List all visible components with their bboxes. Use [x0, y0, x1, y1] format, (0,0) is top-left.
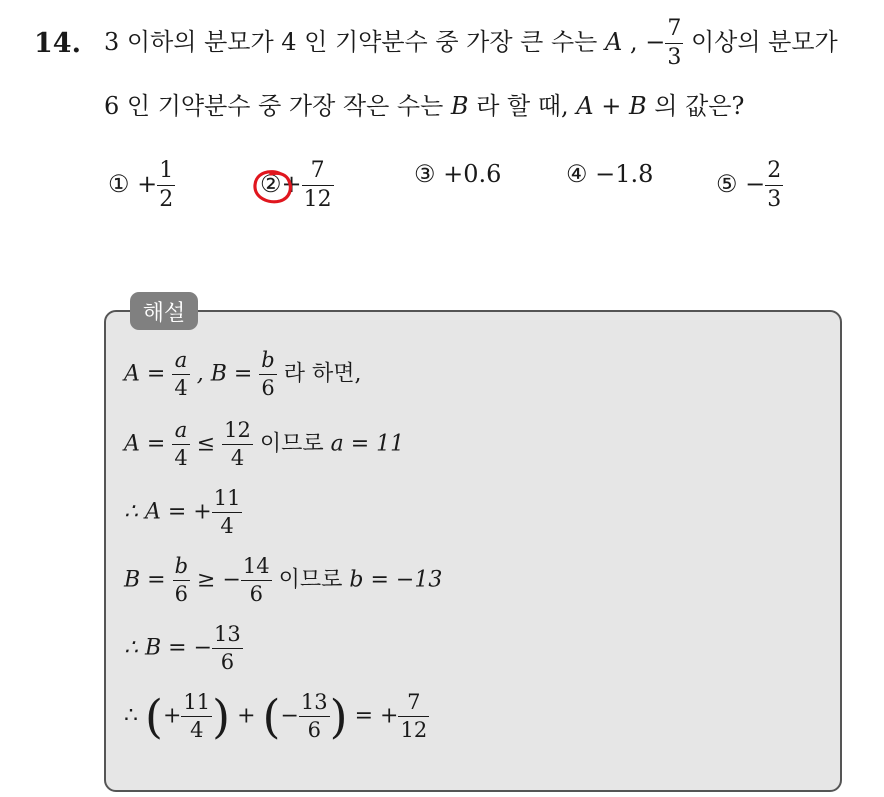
numerator: 13: [212, 624, 243, 649]
solution-text: 라 하면,: [283, 361, 362, 387]
numerator: a: [172, 350, 189, 375]
math-text: ∴ A = +: [124, 499, 212, 525]
solution-line-1: [124, 350, 362, 399]
question-number: 14.: [34, 28, 81, 59]
math-text: A =: [124, 431, 166, 457]
denominator: 4: [174, 446, 188, 470]
sign: −: [745, 170, 766, 198]
left-paren: (: [262, 689, 281, 744]
solution-line-5: [124, 624, 243, 673]
operator: ≥ −: [197, 567, 241, 593]
question-line-2: [104, 86, 744, 121]
denominator: 6: [249, 582, 263, 606]
operator: ≤: [196, 431, 216, 457]
numerator: 7: [665, 18, 683, 44]
math-text: B =: [124, 567, 166, 593]
variable-b: B: [450, 92, 469, 120]
fraction: [157, 160, 175, 211]
denominator: 2: [159, 187, 174, 212]
fraction: [212, 624, 243, 673]
right-paren: ): [329, 689, 348, 744]
sign: +: [162, 703, 182, 729]
solution-line-4: [124, 556, 442, 605]
math-text: ∴: [124, 703, 138, 729]
denominator: 4: [220, 514, 234, 538]
fraction: [222, 420, 253, 469]
choice-5[interactable]: [716, 160, 783, 211]
denominator: 4: [230, 446, 245, 470]
sign: +: [281, 170, 302, 198]
question-text: 이상의 분모가: [690, 28, 838, 56]
denominator: 6: [174, 582, 188, 606]
denominator: 4: [190, 718, 204, 742]
choice-value: +0.6: [443, 160, 502, 188]
question-line-1: [104, 18, 838, 69]
solution-text: 이므로: [259, 431, 324, 457]
fraction: [665, 18, 683, 69]
answer-circle-mark: [251, 168, 295, 206]
fraction: [212, 488, 243, 537]
numerator: 11: [212, 488, 243, 513]
right-paren: ): [212, 689, 231, 744]
denominator: 3: [667, 45, 682, 70]
math-text: b = −13: [349, 567, 443, 593]
minus-sign: −: [645, 28, 666, 56]
sign: −: [280, 703, 299, 729]
operator: +: [237, 703, 256, 729]
separator: ,: [629, 28, 638, 56]
fraction: [181, 692, 212, 741]
choice-mark: ③: [414, 160, 436, 188]
sign: +: [137, 170, 158, 198]
fraction: [172, 350, 189, 399]
numerator: 2: [765, 160, 783, 186]
fraction: [172, 420, 189, 469]
numerator: b: [173, 556, 190, 581]
solution-text: 이므로: [278, 567, 343, 593]
denominator: 6: [220, 650, 235, 674]
denominator: 12: [303, 187, 332, 212]
variable-a: A: [604, 28, 623, 56]
fraction: [241, 556, 272, 605]
numerator: b: [259, 350, 276, 375]
numerator: 1: [157, 160, 175, 186]
numerator: a: [172, 420, 189, 445]
fraction: [299, 692, 330, 741]
numerator: 7: [302, 160, 334, 186]
solution-line-3: [124, 488, 242, 537]
choice-value: −1.8: [595, 160, 654, 188]
choice-4[interactable]: [566, 160, 653, 188]
fraction: [259, 350, 276, 399]
fraction: [765, 160, 783, 211]
math-text: A =: [124, 361, 166, 387]
denominator: 4: [174, 376, 188, 400]
question-text: 3 이하의 분모가 4 인 기약분수 중 가장 큰 수는: [104, 28, 598, 56]
solution-tag: 해설: [130, 292, 198, 330]
choice-mark: ④: [566, 160, 588, 188]
numerator: 11: [181, 692, 212, 717]
numerator: 14: [241, 556, 272, 581]
expression: A + B: [576, 92, 647, 120]
circle-stroke: [255, 172, 290, 202]
question-text: 의 값은?: [654, 92, 745, 120]
denominator: 6: [307, 718, 321, 742]
denominator: 12: [400, 718, 428, 742]
left-paren: (: [145, 689, 163, 744]
question-text: 라 할 때,: [476, 92, 569, 120]
numerator: 7: [398, 692, 429, 717]
choice-3[interactable]: [414, 160, 501, 188]
denominator: 6: [261, 376, 275, 400]
math-text: , B =: [196, 361, 253, 387]
choice-mark: ①: [108, 170, 130, 198]
math-text: a = 11: [330, 431, 405, 457]
operator: = +: [354, 703, 399, 729]
question-text: 6 인 기약분수 중 가장 작은 수는: [104, 92, 444, 120]
solution-line-6: [124, 689, 429, 744]
math-text: ∴ B = −: [124, 635, 213, 661]
choice-mark: ⑤: [716, 170, 738, 198]
choice-mark: ②: [260, 170, 282, 198]
fraction: [173, 556, 190, 605]
solution-line-2: [124, 420, 404, 469]
fraction: [398, 692, 429, 741]
choice-1[interactable]: [108, 160, 175, 211]
numerator: 12: [222, 420, 253, 445]
fraction: [302, 160, 334, 211]
denominator: 3: [767, 187, 782, 212]
numerator: 13: [299, 692, 330, 717]
